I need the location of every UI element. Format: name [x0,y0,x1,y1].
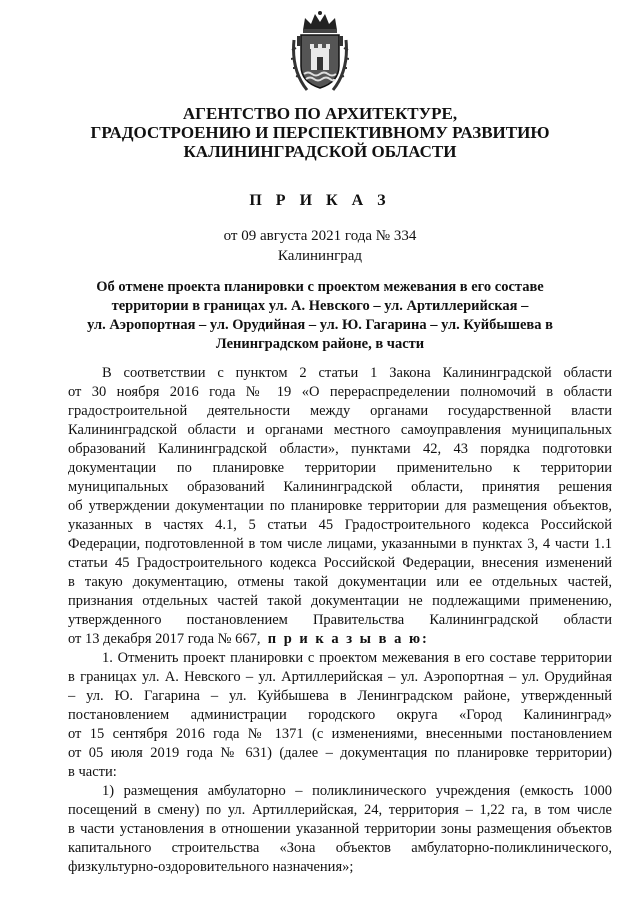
order-city: Калининград [277,248,363,264]
preamble-line: в такую документацию, отмены такой документации или ее отдельных частей, [68,574,612,590]
preamble-line: указанных в частях 4.1, 5 статьи 45 Градостроительного кодекса Российской [68,517,612,533]
preamble-line: статьи 45 Градостроительного кодекса Российской Федерации, внесения изменений [68,555,612,571]
agency-line-3: КАЛИНИНГРАДСКОЙ ОБЛАСТИ [183,142,457,161]
order-date-block [0,226,640,266]
preamble-line: Федерации, подготовленной в том числе лицами, указанными в пунктах 3, 4 части 1.1 [68,536,612,552]
preamble-line: образований Калининградской области», пунктами 42, 43 порядка подготовки [68,441,612,457]
subject-line-2: территории в границах ул. А. Невского – ул. Артиллерийская – [111,298,529,314]
subitem-1-line: в части установления в отношении указанной территории зоны размещения объектов [68,821,612,837]
preamble-line: утвержденного постановлением Правительства Калининградской области [68,612,612,628]
order-body [68,364,612,877]
agency-line-2: ГРАДОСТРОЕНИЮ И ПЕРСПЕКТИВНОМУ РАЗВИТИЮ [90,123,550,142]
item-1-line: 1. Отменить проект планировки с проектом межевания в его составе территории [102,650,612,666]
item-1-line: – ул. Ю. Гагарина – ул. Куйбышева в Ленинградском районе, утвержденный [68,688,612,704]
preamble-line: градостроительной деятельности между органами государственной власти [68,403,612,419]
subitem-1-last-line: физкультурно-оздоровительного назначения»; [68,859,354,875]
decree-word: п р и к а з ы в а ю: [267,631,429,647]
item-1-line: от 05 июля 2019 года № 631) (далее – документация по планировке территории) [68,745,612,761]
order-title: П Р И К А З [249,192,391,209]
preamble-line: Калининградской области и органами местного самоуправления муниципальных [68,422,612,438]
order-date-number: от 09 августа 2021 года № 334 [223,228,417,244]
preamble-last-text: от 13 декабря 2017 года № 667, [68,631,261,647]
item-1-line: в границах ул. А. Невского – ул. Артиллерийская – ул. Аэропортная – ул. Орудийная [68,669,612,685]
subitem-1-line: посещений в смену) по ул. Артиллерийская, 24, территория – 1,22 га, в том числе [68,802,612,818]
subject-line-4: Ленинградском районе, в части [215,336,425,352]
subject-line-3: ул. Аэропортная – ул. Орудийная – ул. Ю. Гагарина – ул. Куйбышева в [87,317,553,333]
item-1-line: от 15 сентября 2016 года № 1371 (с изменениями, внесенными постановлением [68,726,612,742]
order-subject [0,278,640,354]
preamble-last-line [68,630,612,649]
subitem-1-line: капитального строительства «Зона объектов амбулаторно-поликлинического, [68,840,612,856]
item-1-line: постановлением администрации городского округа «Город Калининград» [68,707,612,723]
coat-of-arms-icon [291,10,349,94]
subject-line-1: Об отмене проекта планировки с проектом межевания в его составе [96,279,544,295]
subitem-1-line: 1) размещения амбулаторно – поликлинического учреждения (емкость 1000 [102,783,612,799]
agency-name [0,104,640,161]
preamble-line: муниципальных образований Калининградской области, принятия решения [68,479,612,495]
preamble-line: документации по планировке территории применительно к территории [68,460,612,476]
preamble-line: В соответствии с пунктом 2 статьи 1 Закона Калининградской области [102,365,612,381]
preamble-line: признания отдельных частей такой документации не подлежащими применению, [68,593,612,609]
preamble-line: от 30 ноября 2016 года № 19 «О перераспределении полномочий в области [68,384,612,400]
agency-line-1: АГЕНТСТВО ПО АРХИТЕКТУРЕ, [182,104,458,123]
item-1-last-line: в части: [68,764,117,780]
preamble-line: об утверждении документации по планировке территории для размещения объектов, [68,498,612,514]
